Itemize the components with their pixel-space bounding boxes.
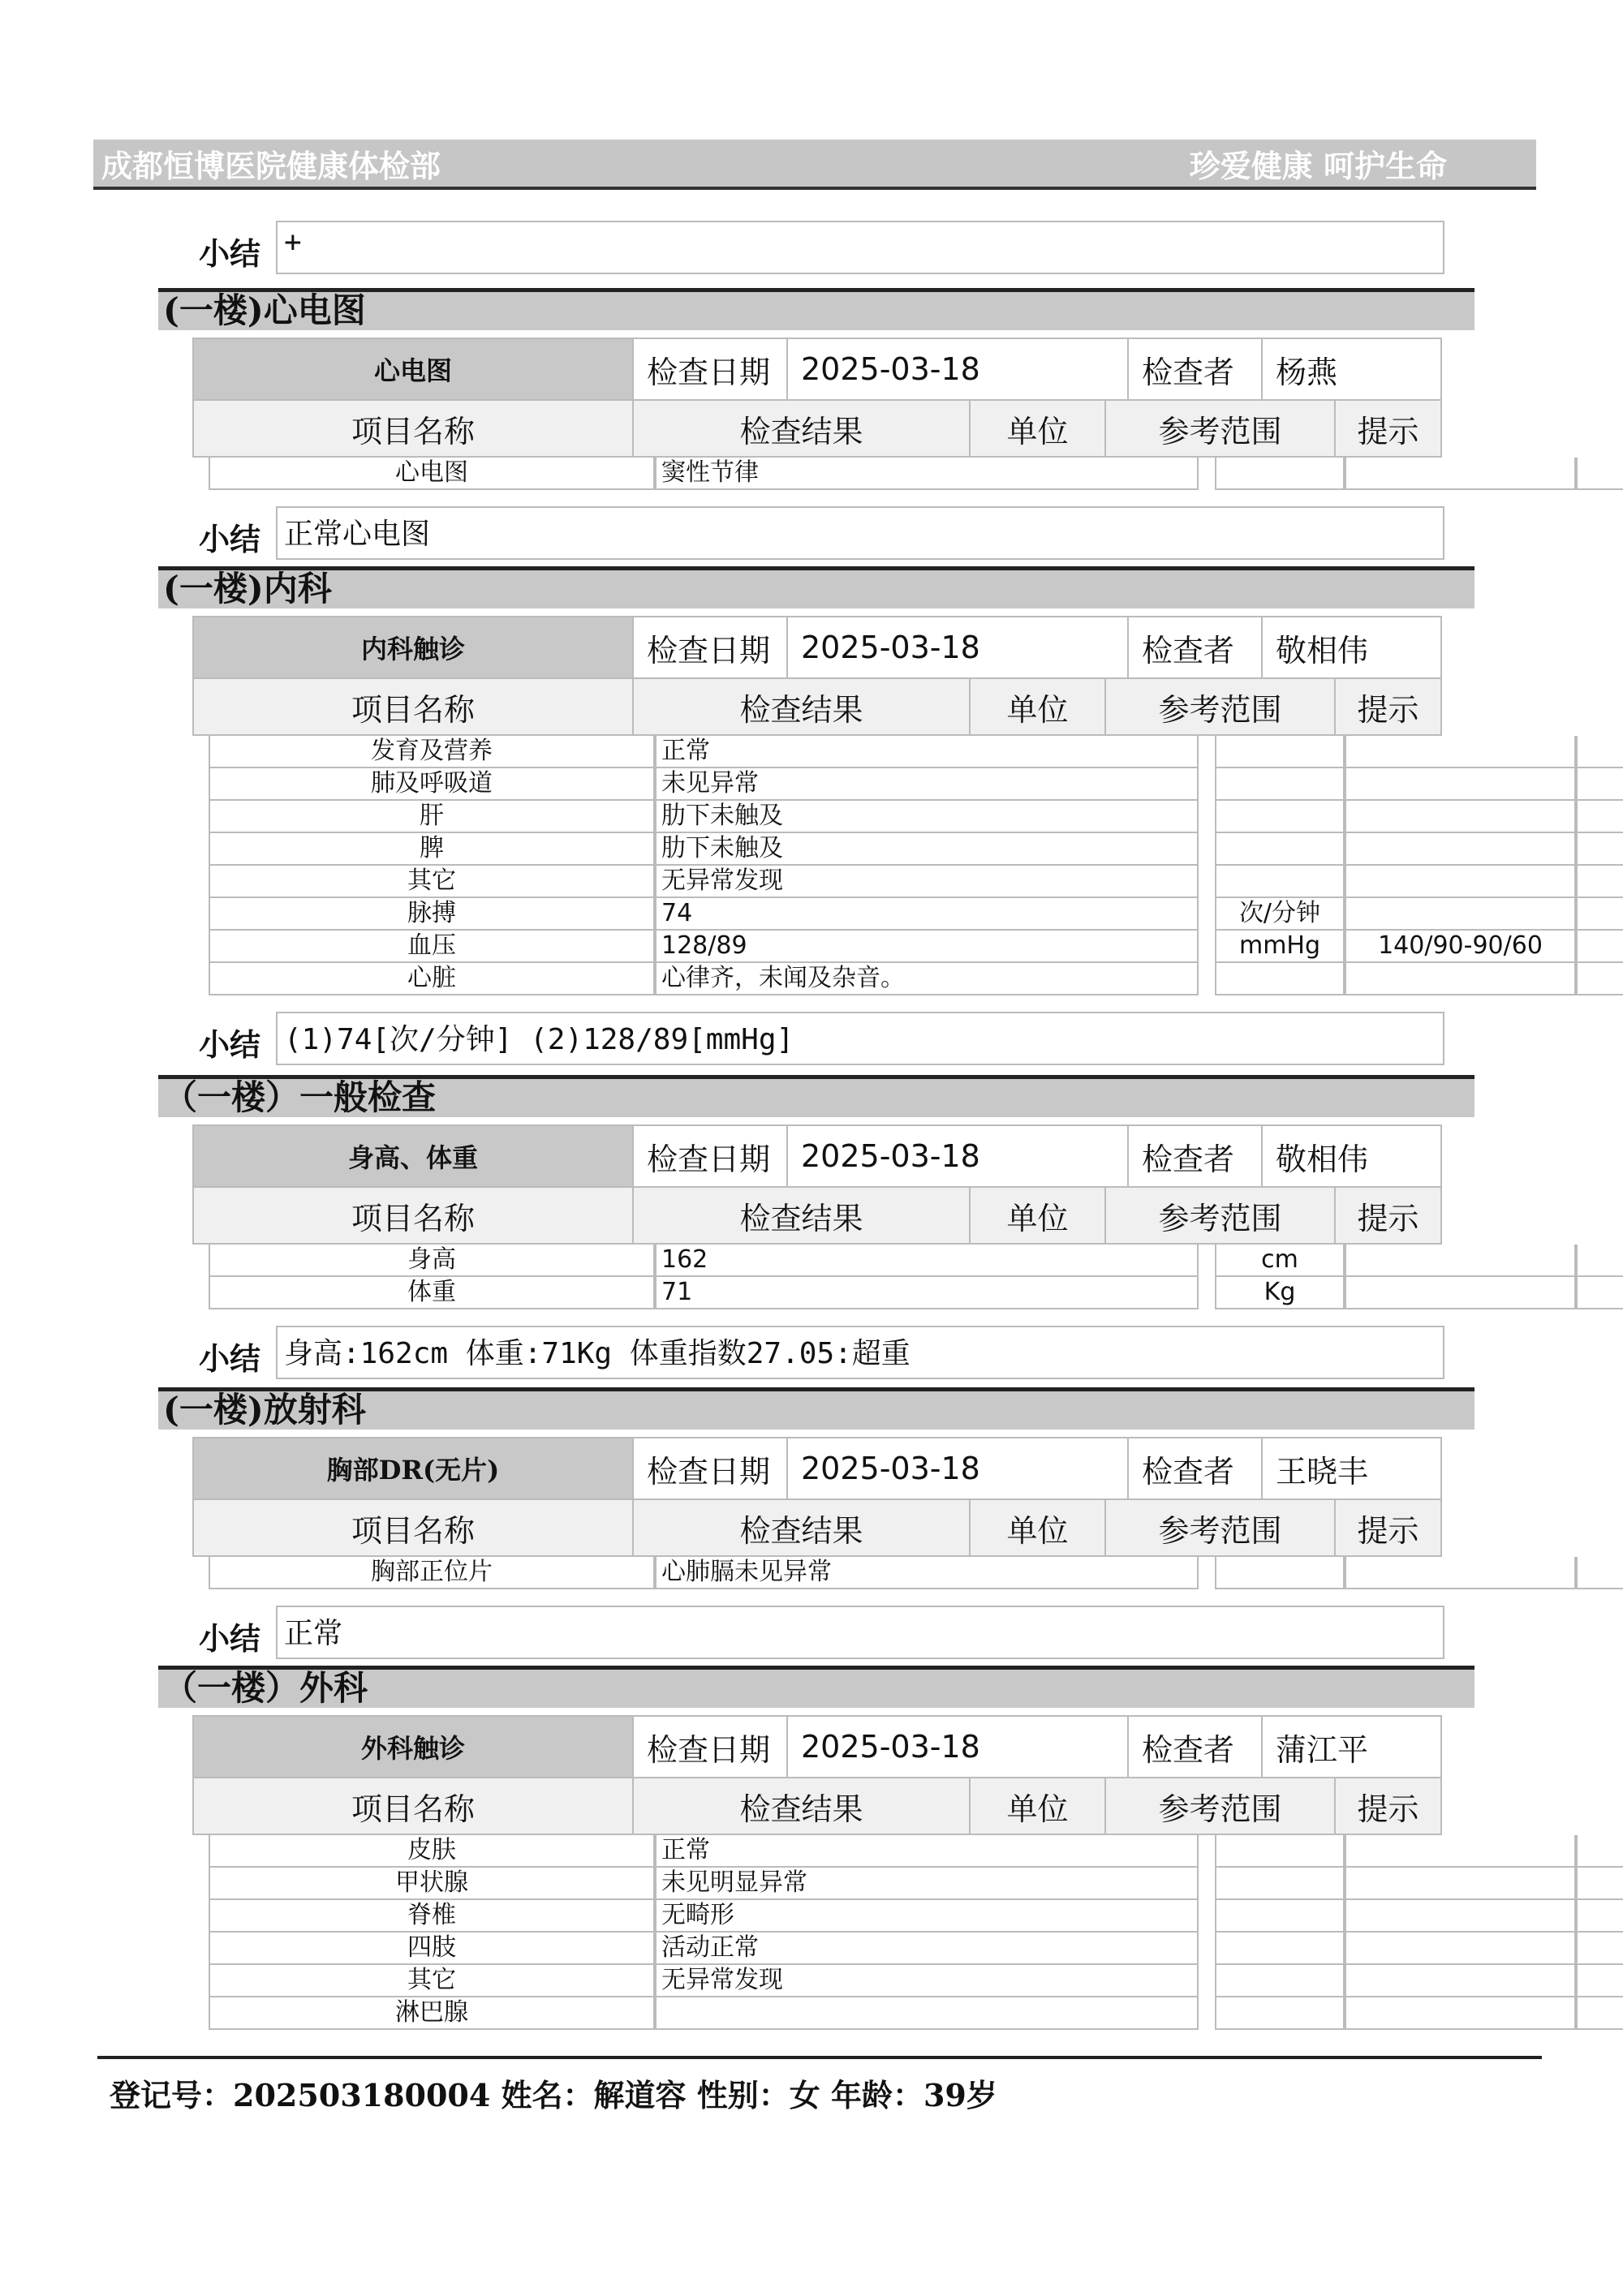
- cell-gap: [1199, 833, 1215, 866]
- exam-name: 内科触诊: [194, 617, 632, 677]
- item-tip: [1576, 1245, 1623, 1277]
- page-header: [93, 140, 1536, 187]
- item-ref-range: [1345, 1900, 1576, 1933]
- item-tip: [1576, 801, 1623, 833]
- column-header-row: [194, 1186, 1440, 1243]
- footer-rule: [97, 2056, 1542, 2059]
- item-name: 脊椎: [209, 1900, 655, 1933]
- item-result: 肋下未触及: [655, 801, 1199, 833]
- item-name: 肝: [209, 801, 655, 833]
- column-header-item: 项目名称: [351, 413, 475, 449]
- table-row: [209, 1557, 1474, 1589]
- column-header-tip: 提示: [1334, 1188, 1440, 1243]
- item-result: 无异常发现: [655, 1965, 1199, 1997]
- column-header-item: 项目名称: [351, 1200, 475, 1236]
- table-row: [209, 1277, 1474, 1309]
- item-tip: [1576, 1277, 1623, 1309]
- cell-gap: [1199, 898, 1215, 931]
- table-row: [209, 963, 1474, 995]
- column-header-item: 项目名称: [351, 1512, 475, 1549]
- item-ref-range: [1345, 1835, 1576, 1868]
- cell-gap: [1199, 1277, 1215, 1309]
- item-ref-range: [1345, 1277, 1576, 1309]
- item-tip: [1576, 1868, 1623, 1900]
- exam-meta-row: [194, 617, 1440, 677]
- item-tip: [1576, 833, 1623, 866]
- column-header-tip: 提示: [1334, 401, 1440, 456]
- exam-date: 2025-03-18: [786, 1438, 1127, 1498]
- section-title: （一楼）一般检查: [158, 1075, 1474, 1117]
- item-result: 74: [655, 898, 1199, 931]
- item-tip: [1576, 1933, 1623, 1965]
- item-ref-range: [1345, 458, 1576, 490]
- item-unit: [1215, 833, 1345, 866]
- table-row: [209, 736, 1474, 768]
- item-result: 心律齐，未闻及杂音。: [655, 963, 1199, 995]
- section-summary: [199, 1326, 1444, 1382]
- examiner-name: 王晓丰: [1261, 1438, 1444, 1498]
- result-table: [209, 1835, 1474, 2030]
- column-header-unit: 单位: [969, 1500, 1104, 1555]
- examiner-label: 检查者: [1127, 1438, 1261, 1498]
- item-ref-range: [1345, 736, 1576, 768]
- cell-gap: [1199, 1933, 1215, 1965]
- exam-header: [192, 338, 1442, 458]
- item-unit: [1215, 1933, 1345, 1965]
- item-name: 肺及呼吸道: [209, 768, 655, 801]
- cell-gap: [1199, 1557, 1215, 1589]
- item-result: 窦性节律: [655, 458, 1199, 490]
- header-rule: [93, 187, 1536, 190]
- date-label: 检查日期: [632, 1438, 786, 1498]
- item-name: 甲状腺: [209, 1868, 655, 1900]
- column-header-unit: 单位: [969, 679, 1104, 734]
- summary-text: 正常: [276, 1606, 1444, 1659]
- cell-gap: [1199, 963, 1215, 995]
- item-name: 发育及营养: [209, 736, 655, 768]
- item-name: 淋巴腺: [209, 1997, 655, 2030]
- section-title: (一楼)放射科: [158, 1387, 1474, 1430]
- examiner-name: 蒲江平: [1261, 1717, 1444, 1777]
- item-name: 其它: [209, 1965, 655, 1997]
- summary-text: (1)74[次/分钟] (2)128/89[mmHg]: [276, 1012, 1444, 1065]
- item-name: 身高: [209, 1245, 655, 1277]
- item-name: 脾: [209, 833, 655, 866]
- section-title: (一楼)内科: [158, 566, 1474, 608]
- table-row: [209, 768, 1474, 801]
- item-result: 未见明显异常: [655, 1868, 1199, 1900]
- column-header-ref: 参考范围: [1104, 1778, 1334, 1834]
- item-unit: Kg: [1215, 1277, 1345, 1309]
- item-tip: [1576, 458, 1623, 490]
- column-header-row: [194, 677, 1440, 734]
- exam-meta-row: [194, 1438, 1440, 1498]
- slogan: 珍爱健康 呵护生命: [1189, 147, 1447, 184]
- item-ref-range: [1345, 866, 1576, 898]
- item-result: 无畸形: [655, 1900, 1199, 1933]
- section-summary: [199, 506, 1444, 563]
- item-result: 正常: [655, 736, 1199, 768]
- date-label: 检查日期: [632, 1126, 786, 1186]
- exam-header: [192, 1715, 1442, 1835]
- examiner-name: 敬相伟: [1261, 617, 1444, 677]
- exam-name: 身高、体重: [194, 1126, 632, 1186]
- item-ref-range: [1345, 833, 1576, 866]
- summary-label: 小结: [199, 235, 261, 272]
- exam-name: 胸部DR(无片): [194, 1438, 632, 1498]
- column-header-ref: 参考范围: [1104, 1188, 1334, 1243]
- cell-gap: [1199, 736, 1215, 768]
- table-row: [209, 458, 1474, 490]
- item-ref-range: [1345, 801, 1576, 833]
- item-name: 体重: [209, 1277, 655, 1309]
- item-unit: [1215, 1835, 1345, 1868]
- examiner-name: 杨燕: [1261, 339, 1444, 399]
- item-unit: [1215, 1900, 1345, 1933]
- result-table: [209, 1245, 1474, 1309]
- item-name: 皮肤: [209, 1835, 655, 1868]
- item-name: 脉搏: [209, 898, 655, 931]
- examiner-label: 检查者: [1127, 617, 1261, 677]
- item-tip: [1576, 768, 1623, 801]
- item-tip: [1576, 866, 1623, 898]
- cell-gap: [1199, 866, 1215, 898]
- column-header-unit: 单位: [969, 1778, 1104, 1834]
- exam-date: 2025-03-18: [786, 617, 1127, 677]
- column-header-row: [194, 1777, 1440, 1834]
- summary-text: +: [276, 221, 1444, 274]
- item-tip: [1576, 736, 1623, 768]
- exam-meta-row: [194, 1126, 1440, 1186]
- table-row: [209, 833, 1474, 866]
- item-result: [655, 1997, 1199, 2030]
- exam-header: [192, 616, 1442, 736]
- column-header-row: [194, 1498, 1440, 1555]
- date-label: 检查日期: [632, 617, 786, 677]
- column-header-result: 检查结果: [632, 679, 969, 734]
- table-row: [209, 866, 1474, 898]
- summary-text: 正常心电图: [276, 506, 1444, 560]
- section-title: (一楼)心电图: [158, 288, 1474, 330]
- result-table: [209, 1557, 1474, 1589]
- exam-header: [192, 1437, 1442, 1557]
- date-label: 检查日期: [632, 339, 786, 399]
- item-tip: [1576, 1965, 1623, 1997]
- column-header-item: 项目名称: [351, 691, 475, 728]
- column-header-result: 检查结果: [632, 401, 969, 456]
- column-header-unit: 单位: [969, 1188, 1104, 1243]
- exam-header: [192, 1124, 1442, 1245]
- column-header-result: 检查结果: [632, 1188, 969, 1243]
- column-header-unit: 单位: [969, 401, 1104, 456]
- item-result: 128/89: [655, 931, 1199, 963]
- column-header-ref: 参考范围: [1104, 401, 1334, 456]
- cell-gap: [1199, 1965, 1215, 1997]
- cell-gap: [1199, 768, 1215, 801]
- item-result: 无异常发现: [655, 866, 1199, 898]
- column-header-ref: 参考范围: [1104, 1500, 1334, 1555]
- item-result: 162: [655, 1245, 1199, 1277]
- cell-gap: [1199, 1245, 1215, 1277]
- table-row: [209, 1835, 1474, 1868]
- table-row: [209, 931, 1543, 963]
- column-header-result: 检查结果: [632, 1500, 969, 1555]
- item-result: 正常: [655, 1835, 1199, 1868]
- column-header-tip: 提示: [1334, 1778, 1440, 1834]
- summary-label: 小结: [199, 1340, 261, 1377]
- item-result: 未见异常: [655, 768, 1199, 801]
- exam-name: 外科触诊: [194, 1717, 632, 1777]
- examiner-label: 检查者: [1127, 1717, 1261, 1777]
- table-row: [209, 1965, 1474, 1997]
- item-ref-range: [1345, 1245, 1576, 1277]
- exam-date: 2025-03-18: [786, 339, 1127, 399]
- item-name: 四肢: [209, 1933, 655, 1965]
- item-unit: [1215, 736, 1345, 768]
- table-row: [209, 1245, 1474, 1277]
- section-summary: [199, 1606, 1444, 1662]
- examiner-label: 检查者: [1127, 339, 1261, 399]
- column-header-row: [194, 399, 1440, 456]
- item-unit: [1215, 1868, 1345, 1900]
- item-unit: 次/分钟: [1215, 898, 1345, 931]
- item-tip: [1576, 963, 1623, 995]
- cell-gap: [1199, 1997, 1215, 2030]
- column-header-tip: 提示: [1334, 679, 1440, 734]
- exam-date: 2025-03-18: [786, 1717, 1127, 1777]
- item-name: 其它: [209, 866, 655, 898]
- date-label: 检查日期: [632, 1717, 786, 1777]
- table-row: [209, 801, 1474, 833]
- item-ref-range: [1345, 963, 1576, 995]
- column-header-result: 检查结果: [632, 1778, 969, 1834]
- item-ref-range: [1345, 768, 1576, 801]
- item-result: 心肺膈未见异常: [655, 1557, 1199, 1589]
- cell-gap: [1199, 458, 1215, 490]
- column-header-item: 项目名称: [351, 1791, 475, 1827]
- exam-name: 心电图: [194, 339, 632, 399]
- summary-text: 身高:162cm 体重:71Kg 体重指数27.05:超重: [276, 1326, 1444, 1379]
- item-ref-range: [1345, 1997, 1576, 2030]
- item-ref-range: [1345, 1557, 1576, 1589]
- cell-gap: [1199, 931, 1215, 963]
- item-ref-range: [1345, 1868, 1576, 1900]
- item-result: 活动正常: [655, 1933, 1199, 1965]
- summary-label: 小结: [199, 1620, 261, 1657]
- cell-gap: [1199, 801, 1215, 833]
- table-row: [209, 1933, 1474, 1965]
- item-name: 血压: [209, 931, 655, 963]
- item-unit: [1215, 458, 1345, 490]
- patient-info: 登记号：202503180004 姓名：解道容 性别：女 年龄：39岁: [110, 2077, 997, 2113]
- top-summary: [199, 221, 1444, 277]
- table-row: [209, 898, 1474, 931]
- item-unit: [1215, 1557, 1345, 1589]
- hospital-name: 成都恒博医院健康体检部: [101, 147, 441, 184]
- cell-gap: [1199, 1835, 1215, 1868]
- item-tip: [1576, 898, 1623, 931]
- cell-gap: [1199, 1868, 1215, 1900]
- item-unit: [1215, 963, 1345, 995]
- exam-date: 2025-03-18: [786, 1126, 1127, 1186]
- item-unit: [1215, 1997, 1345, 2030]
- table-row: [209, 1868, 1474, 1900]
- section-summary: [199, 1012, 1444, 1068]
- item-name: 心脏: [209, 963, 655, 995]
- table-row: [209, 1997, 1474, 2030]
- item-ref-range: [1345, 1965, 1576, 1997]
- item-unit: cm: [1215, 1245, 1345, 1277]
- item-tip: [1576, 1557, 1623, 1589]
- cell-gap: [1199, 1900, 1215, 1933]
- item-name: 心电图: [209, 458, 655, 490]
- section-title: （一楼）外科: [158, 1666, 1474, 1708]
- examiner-name: 敬相伟: [1261, 1126, 1444, 1186]
- item-ref-range: [1345, 898, 1576, 931]
- item-tip: [1576, 931, 1623, 963]
- item-ref-range: 140/90-90/60: [1345, 931, 1576, 963]
- item-tip: [1576, 1900, 1623, 1933]
- item-unit: mmHg: [1215, 931, 1345, 963]
- result-table: [209, 736, 1543, 995]
- summary-label: 小结: [199, 521, 261, 557]
- item-unit: [1215, 866, 1345, 898]
- summary-label: 小结: [199, 1026, 261, 1063]
- exam-meta-row: [194, 1717, 1440, 1777]
- item-unit: [1215, 801, 1345, 833]
- examiner-label: 检查者: [1127, 1126, 1261, 1186]
- item-result: 肋下未触及: [655, 833, 1199, 866]
- item-result: 71: [655, 1277, 1199, 1309]
- exam-meta-row: [194, 339, 1440, 399]
- item-ref-range: [1345, 1933, 1576, 1965]
- item-name: 胸部正位片: [209, 1557, 655, 1589]
- table-row: [209, 1900, 1474, 1933]
- item-unit: [1215, 768, 1345, 801]
- result-table: [209, 458, 1474, 490]
- column-header-ref: 参考范围: [1104, 679, 1334, 734]
- item-unit: [1215, 1965, 1345, 1997]
- item-tip: [1576, 1835, 1623, 1868]
- column-header-tip: 提示: [1334, 1500, 1440, 1555]
- item-tip: [1576, 1997, 1623, 2030]
